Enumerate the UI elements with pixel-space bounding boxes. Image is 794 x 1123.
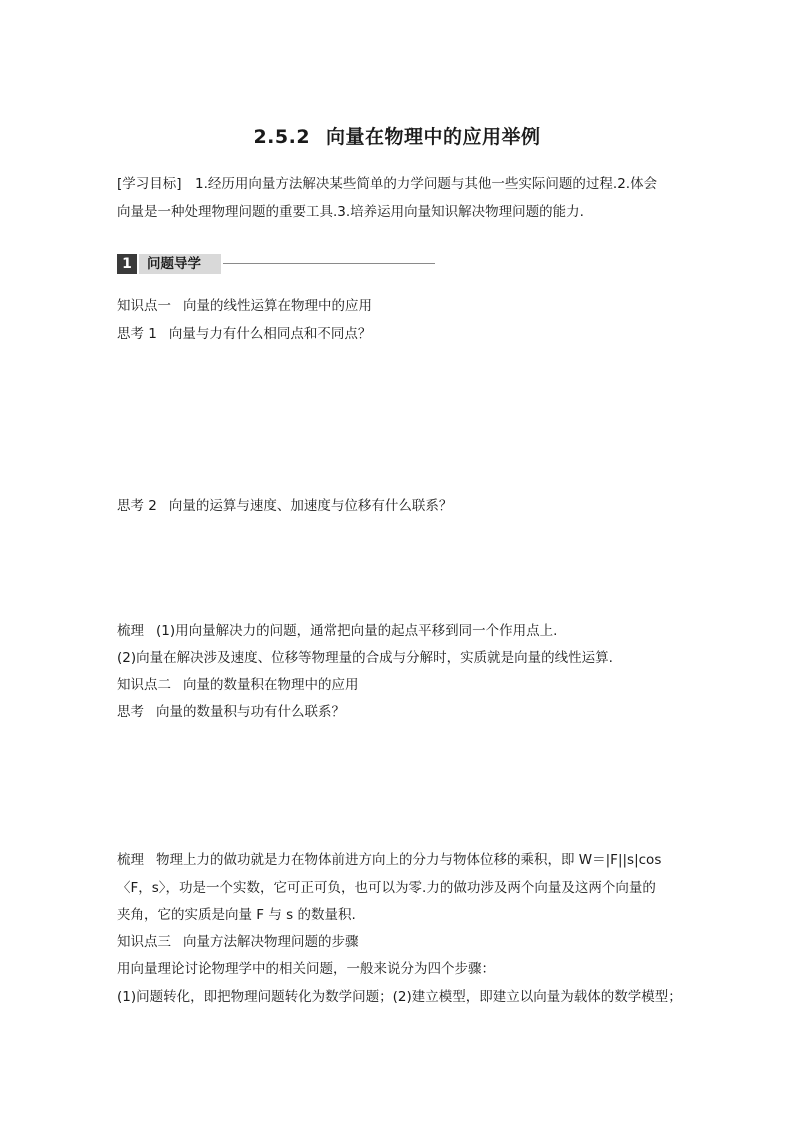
summary1-line1-text: (1)用向量解决力的问题，通常把向量的起点平移到同一个作用点上. [156,623,558,639]
page-title [0,122,794,149]
objectives-line-1: [学习目标] 1.经历用向量方法解决某些简单的力学问题与其他一些实际问题的过程.2.体会 [117,176,658,192]
section-header [117,254,435,274]
knowledge-point-2 [117,673,687,693]
think1-text: 向量与力有什么相同点和不同点？ [168,326,372,342]
think-2 [117,494,687,514]
summary-2-line-3: 夹角，它的实质是向量 F 与 s 的数量积. [117,907,356,923]
summary2-line1-text: 物理上力的做功就是力在物体前进方向上的分力与物体位移的乘积，即 W＝|F||s|cos [156,852,662,868]
title-number: 2.5.2 [253,126,311,148]
knowledge-point-1 [117,294,687,314]
section-number: 1 [117,254,137,274]
think2-label: 思考 2 [117,498,157,514]
think-1 [117,322,687,342]
section-label: 问题导学 [139,254,221,274]
summary-2-line-1 [117,848,687,868]
kp1-text: 向量的线性运算在物理中的应用 [183,298,372,314]
summary-1-line-2: (2)向量在解决涉及速度、位移等物理量的合成与分解时，实质就是向量的线性运算. [117,650,613,666]
kp2-label: 知识点二 [117,677,171,693]
summary2-label: 梳理 [117,852,144,868]
kp3-text: 向量方法解决物理问题的步骤 [183,934,359,950]
objectives-line-2: 向量是一种处理物理问题的重要工具.3.培养运用向量知识解决物理问题的能力. [117,204,584,220]
steps-line-1: (1)问题转化，即把物理问题转化为数学问题；(2)建立模型，即建立以向量为载体的数学模型； [117,989,682,1005]
think3-label: 思考 [117,704,144,720]
kp2-text: 向量的数量积在物理中的应用 [183,677,359,693]
think1-label: 思考 1 [117,326,157,342]
think3-text: 向量的数量积与功有什么联系？ [156,704,345,720]
knowledge-point-3 [117,930,687,950]
think-3 [117,700,687,720]
steps-intro: 用向量理论讨论物理学中的相关问题，一般来说分为四个步骤： [117,961,495,977]
summary1-label: 梳理 [117,623,144,639]
title-text: 向量在物理中的应用举例 [326,126,541,148]
section-rule [223,263,435,264]
kp1-label: 知识点一 [117,298,171,314]
summary-1-line-1 [117,619,687,639]
think2-text: 向量的运算与速度、加速度与位移有什么联系？ [168,498,453,514]
summary-2-line-2: 〈F，s〉，功是一个实数，它可正可负，也可以为零.力的做功涉及两个向量及这两个向量的 [117,880,656,896]
kp3-label: 知识点三 [117,934,171,950]
